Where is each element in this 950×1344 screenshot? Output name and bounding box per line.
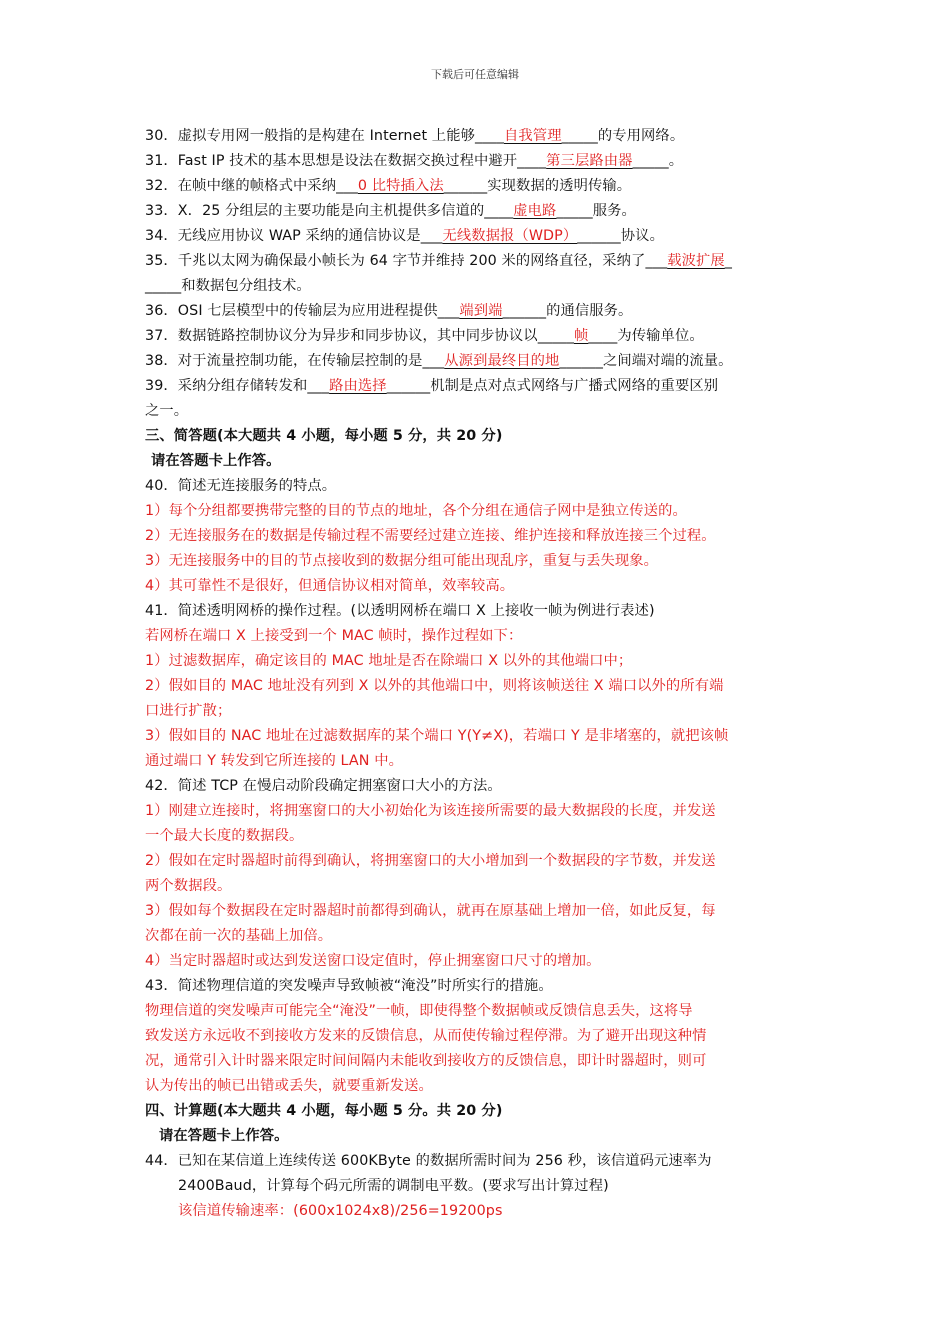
- section-4-note: 请在答题卡上作答。: [159, 1128, 289, 1144]
- question-40: 40．简述无连接服务的特点。: [145, 478, 337, 494]
- answer-41-3-cont: 通过端口 Y 转发到它所连接的 LAN 中。: [145, 753, 404, 769]
- question-31: 31．Fast IP 技术的基本思想是设法在数据交换过程中避开____第三层路由器_____。: [145, 153, 684, 169]
- question-32: 32．在帧中继的帧格式中采纳___0 比特插入法______实现数据的透明传输。: [145, 178, 632, 194]
- answer-40-1: 1）每个分组都要携带完整的目的节点的地址，各个分组在通信子网中是独立传送的。: [145, 503, 687, 519]
- answer-42-1: 1）刚建立连接时，将拥塞窗口的大小初始化为该连接所需要的最大数据段的长度，并发送: [145, 803, 716, 819]
- question-34: 34．无线应用协议 WAP 采纳的通信协议是___无线数据报（WDP）______协议。: [145, 228, 664, 244]
- answer-42-3: 3）假如每个数据段在定时器超时前都得到确认，就再在原基础上增加一倍，如此反复，每: [145, 903, 716, 919]
- answer: 路由选择: [329, 378, 387, 394]
- answer-41-2: 2）假如目的 MAC 地址没有列到 X 以外的其他端口中，则将该帧送往 X 端口以外的所有端: [145, 678, 724, 694]
- answer-40-2: 2）无连接服务在的数据是传输过程不需要经过建立连接、维护连接和释放连接三个过程。: [145, 528, 716, 544]
- answer-42-4: 4）当定时器超时或达到发送窗口设定值时，停止拥塞窗口尺寸的增加。: [145, 953, 601, 969]
- answer-40-3: 3）无连接服务中的目的节点接收到的数据分组可能出现乱序，重复与丢失现象。: [145, 553, 659, 569]
- page-header: 下载后可任意编辑: [431, 68, 519, 81]
- question-35: 35．千兆以太网为确保最小帧长为 64 字节并维持 200 米的网络直径，采纳了___载波扩展_: [145, 253, 733, 269]
- answer: 第三层路由器: [546, 153, 633, 169]
- question-44: 44．已知在某信道上连续传送 600KByte 的数据所需时间为 256 秒，该信道码元速率为: [145, 1153, 712, 1169]
- answer-41-1: 1）过滤数据库，确定该目的 MAC 地址是否在除端口 X 以外的其他端口中；: [145, 653, 633, 669]
- document-body: [145, 124, 815, 1224]
- answer-40-4: 4）其可靠性不是很好，但通信协议相对简单，效率较高。: [145, 578, 515, 594]
- answer-42-2: 2）假如在定时器超时前得到确认，将拥塞窗口的大小增加到一个数据段的字节数，并发送: [145, 853, 716, 869]
- question-37: 37．数据链路控制协议分为异步和同步协议，其中同步协议以_____帧____为传输单位。: [145, 328, 704, 344]
- question-36: 36．OSI 七层模型中的传输层为应用进程提供___端到端______的通信服务。: [145, 303, 633, 319]
- answer: 0 比特插入法: [357, 178, 444, 194]
- answer: 虚电路: [513, 203, 557, 219]
- question-41: 41．简述透明网桥的操作过程。(以透明网桥在端口 X 上接收一帧为例进行表述): [145, 603, 655, 619]
- section-4-title: 四、计算题(本大题共 4 小题，每小题 5 分。共 20 分): [145, 1103, 503, 1119]
- answer: 帧: [573, 328, 589, 344]
- answer-43-line-1: 物理信道的突发噪声可能完全“淹没”一帧，即使得整个数据帧或反馈信息丢失，这将导: [145, 1003, 693, 1019]
- answer: 载波扩展: [667, 253, 725, 269]
- question-43: 43．简述物理信道的突发噪声导致帧被“淹没”时所实行的措施。: [145, 978, 553, 994]
- section-3-title: 三、简答题(本大题共 4 小题，每小题 5 分，共 20 分): [145, 428, 503, 444]
- answer: 自我管理: [504, 128, 562, 144]
- section-3-note: 请在答题卡上作答。: [151, 453, 281, 469]
- question-44-cont: 2400Baud，计算每个码元所需的调制电平数。(要求写出计算过程): [178, 1178, 609, 1194]
- answer-43-line-3: 况，通常引入计时器来限定时间间隔内未能收到接收方的反馈信息，即计时器超时，则可: [145, 1053, 707, 1069]
- answer-43-line-4: 认为传出的帧已出错或丢失，就要重新发送。: [145, 1078, 433, 1094]
- answer-43-line-2: 致发送方永远收不到接收方发来的反馈信息，从而使传输过程停滞。为了避开出现这种情: [145, 1028, 707, 1044]
- answer-41-2-cont: 口进行扩散；: [145, 703, 232, 719]
- question-39: 39．采纳分组存储转发和___路由选择______机制是点对点式网络与广播式网络的重要区别: [145, 378, 719, 394]
- question-42: 42．简述 TCP 在慢启动阶段确定拥塞窗口大小的方法。: [145, 778, 502, 794]
- answer: 从源到最终目的地: [444, 353, 560, 369]
- answer-42-1-cont: 一个最大长度的数据段。: [145, 828, 304, 844]
- question-33: 33．X．25 分组层的主要功能是向主机提供多信道的____虚电路_____服务。: [145, 203, 636, 219]
- answer-42-3-cont: 次都在前一次的基础上加倍。: [145, 928, 333, 944]
- question-39-cont: 之一。: [145, 403, 189, 419]
- answer-42-2-cont: 两个数据段。: [145, 878, 232, 894]
- answer-41-intro: 若网桥在端口 X 上接受到一个 MAC 帧时，操作过程如下：: [145, 628, 523, 644]
- question-35-cont: _____和数据包分组技术。: [145, 278, 311, 294]
- answer-41-3: 3）假如目的 NAC 地址在过滤数据库的某个端口 Y(Y≠X)，若端口 Y 是非堵塞的，就把该帧: [145, 728, 729, 744]
- answer: 端到端: [459, 303, 503, 319]
- answer-44: 该信道传输速率：(600x1024x8)/256=19200ps: [178, 1203, 503, 1219]
- question-38: 38．对于流量控制功能，在传输层控制的是___从源到最终目的地______之间端对端的流量。: [145, 353, 733, 369]
- answer: 无线数据报（WDP）: [442, 228, 578, 244]
- question-30: 30．虚拟专用网一般指的是构建在 Internet 上能够____自我管理_____的专用网络。: [145, 128, 685, 144]
